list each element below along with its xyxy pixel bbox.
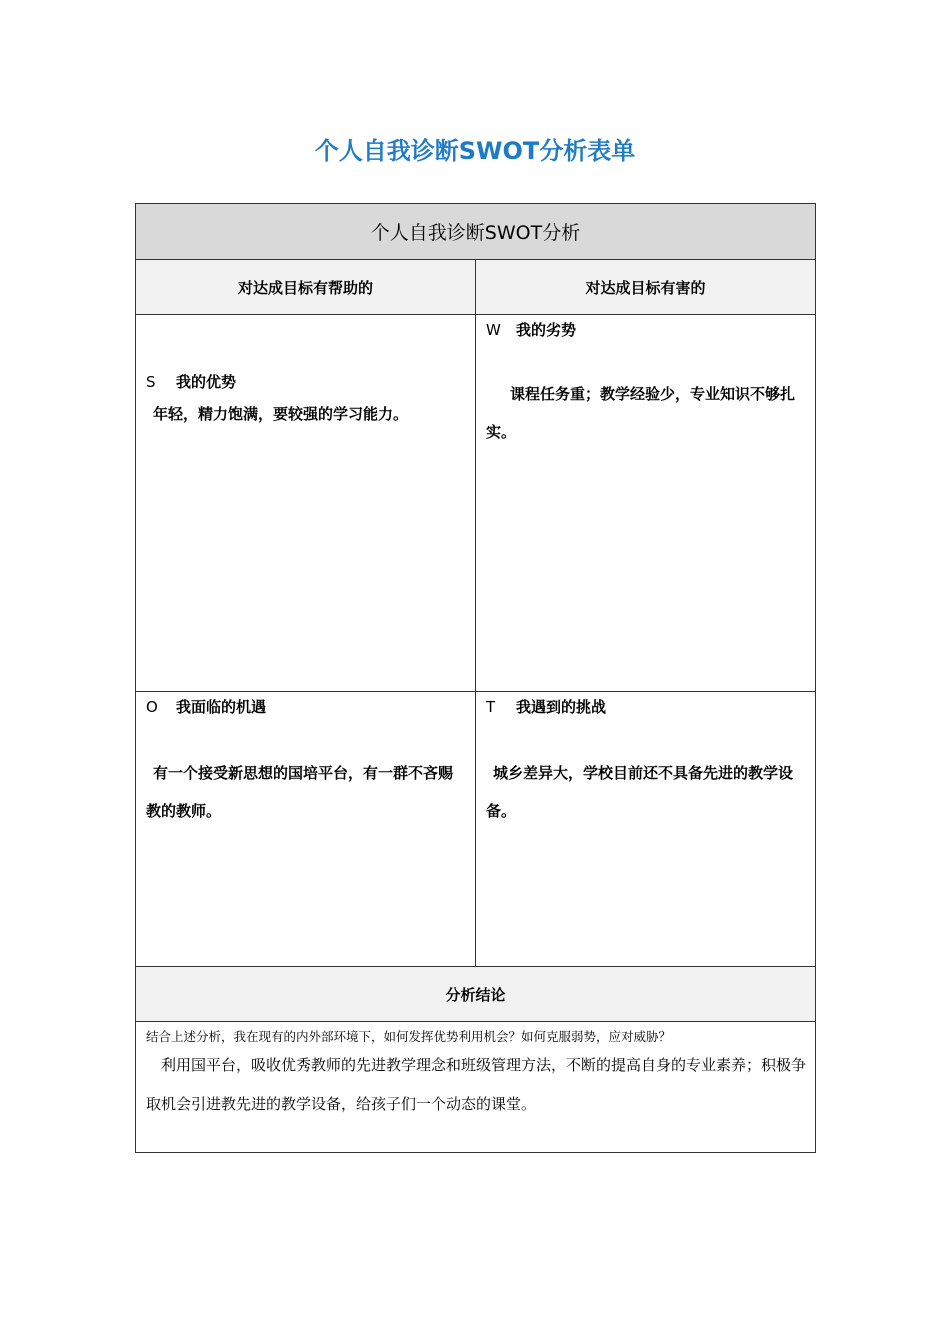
threats-letter: T	[486, 698, 496, 716]
document-title: 个人自我诊断SWOT分析表单	[314, 137, 636, 165]
opportunities-letter: O	[146, 698, 158, 716]
conclusion-text: 利用国平台，吸收优秀教师的先进教学理念和班级管理方法，不断的提高自身的专业素养；积极争取机会引进教先进的教学设备，给孩子们一个动态的课堂。	[146, 1056, 807, 1113]
weaknesses-letter: W	[486, 321, 501, 339]
weaknesses-label: 我的劣势	[516, 321, 577, 339]
column-header-helpful: 对达成目标有帮助的	[136, 260, 476, 315]
threats-label: 我遇到的挑战	[516, 698, 607, 716]
weaknesses-cell	[476, 315, 816, 692]
conclusion-cell	[136, 1022, 816, 1153]
opportunities-label: 我面临的机遇	[176, 698, 267, 716]
strengths-heading	[146, 371, 236, 392]
strengths-label: 我的优势	[176, 373, 237, 391]
swot-table	[135, 203, 816, 1153]
opportunities-heading	[146, 696, 266, 717]
table-header: 个人自我诊断SWOT分析	[136, 204, 816, 260]
threats-text: 城乡差异大，学校目前还不具备先进的教学设备。	[486, 764, 794, 820]
conclusion-header: 分析结论	[136, 967, 816, 1022]
threats-heading	[486, 696, 606, 717]
weaknesses-heading	[486, 319, 576, 340]
strengths-text: 年轻，精力饱满，要较强的学习能力。	[153, 405, 409, 423]
conclusion-question: 结合上述分析，我在现有的内外部环境下，如何发挥优势利用机会？如何克服弱势，应对威胁？	[146, 1029, 672, 1044]
weaknesses-text: 课程任务重；教学经验少，专业知识不够扎实。	[486, 385, 796, 441]
opportunities-cell	[136, 692, 476, 967]
threats-cell	[476, 692, 816, 967]
column-header-harmful: 对达成目标有害的	[476, 260, 816, 315]
strengths-letter: S	[146, 373, 156, 391]
strengths-cell	[136, 315, 476, 692]
opportunities-text: 有一个接受新思想的国培平台，有一群不吝赐教的教师。	[146, 764, 454, 820]
